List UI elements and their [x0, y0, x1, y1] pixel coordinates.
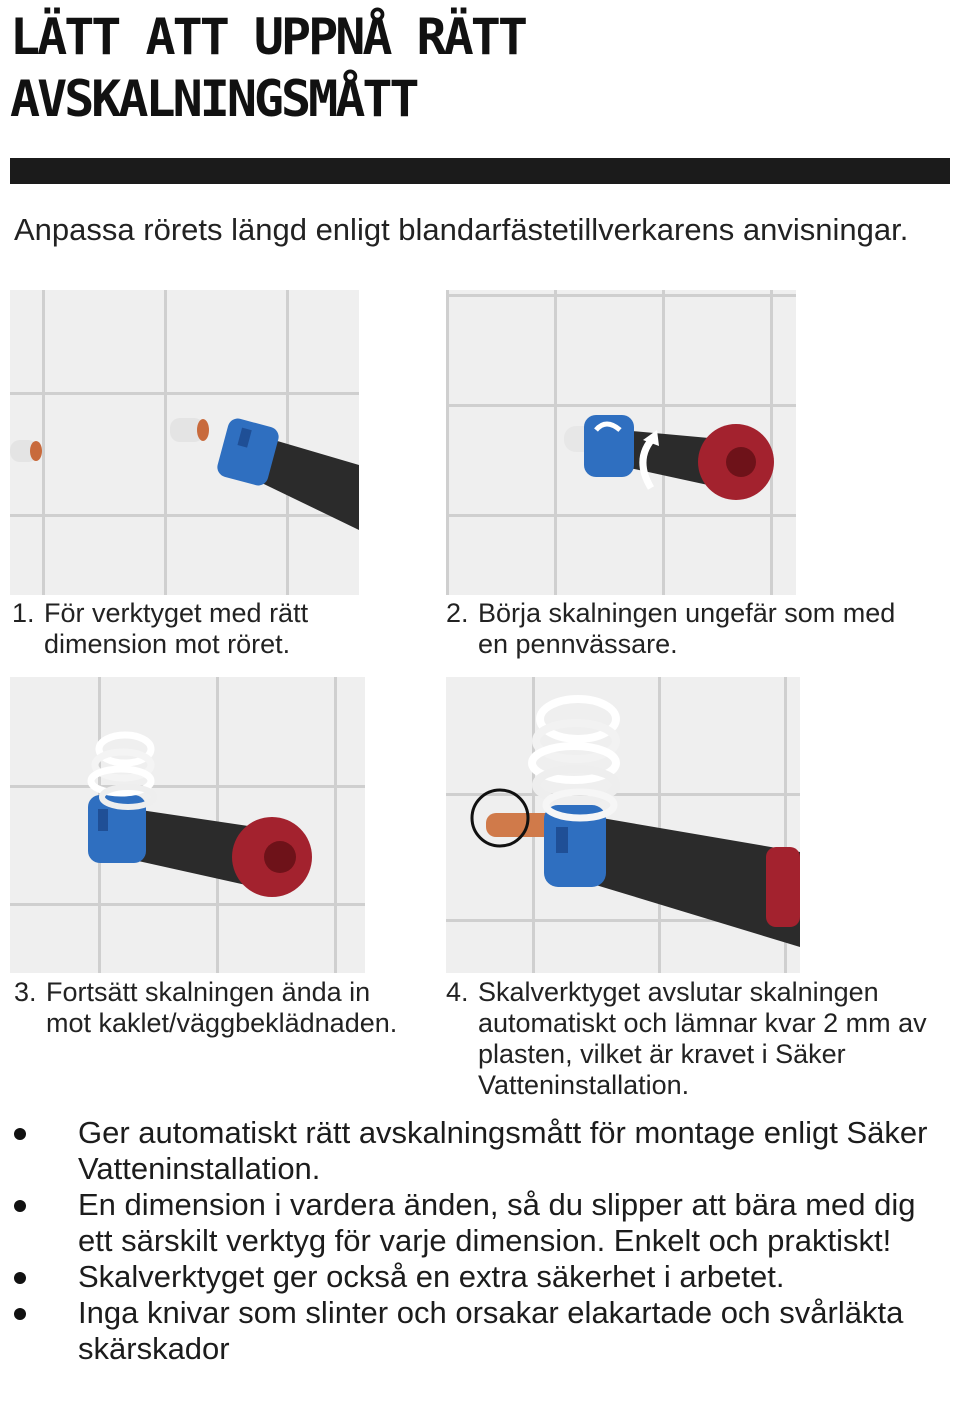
step-4-number: 4. [446, 977, 469, 1007]
list-item-text: Skalverktyget ger också en extra säkerhet i arbetet. [78, 1259, 785, 1294]
step-3-caption [14, 977, 414, 1039]
list-item-text: En dimension i vardera änden, så du slipper att bära med dig ett särskilt verktyg för varje dimension. Enkelt och praktiskt! [78, 1187, 916, 1258]
list-item [14, 1259, 944, 1295]
step-3-photo [10, 677, 365, 973]
list-item-text: Ger automatiskt rätt avskalningsmått för montage enligt Säker Vatteninstallation. [78, 1115, 928, 1186]
list-item [14, 1187, 944, 1259]
list-item [14, 1115, 944, 1187]
bullet-icon [14, 1308, 26, 1320]
step-2-photo [446, 290, 796, 595]
step-4-caption [446, 977, 946, 1101]
step-1-caption [12, 598, 412, 660]
intro-text: Anpassa rörets längd enligt blandarfästetillverkarens anvisningar. [14, 212, 909, 247]
list-item [14, 1295, 944, 1367]
page-title [10, 6, 910, 130]
step-3-text: Fortsätt skalningen ända in mot kaklet/väggbeklädnaden. [46, 977, 398, 1038]
bullet-icon [14, 1128, 26, 1140]
feature-list [14, 1115, 944, 1367]
step-1-number: 1. [12, 598, 35, 628]
title-line-1: LÄTT ATT UPPNÅ RÄTT [10, 8, 525, 66]
step-4-text: Skalverktyget avslutar skalningen automatiskt och lämnar kvar 2 mm av plasten, vilket är kravet i Säker Vatteninstallation. [478, 977, 927, 1100]
step-3-number: 3. [14, 977, 37, 1007]
step-1-text: För verktyget med rätt dimension mot röret. [44, 598, 309, 659]
bullet-icon [14, 1200, 26, 1212]
step-1-photo [10, 290, 359, 595]
step-2-caption [446, 598, 906, 660]
bullet-icon [14, 1272, 26, 1284]
title-divider-bar [10, 158, 950, 184]
step-2-text: Börja skalningen ungefär som med en pennvässare. [478, 598, 896, 659]
list-item-text: Inga knivar som slinter och orsakar elakartade och svårläkta skärskador [78, 1295, 904, 1366]
step-4-photo [446, 677, 800, 973]
title-line-2: AVSKALNINGSMÅTT [10, 70, 417, 128]
step-2-number: 2. [446, 598, 469, 628]
